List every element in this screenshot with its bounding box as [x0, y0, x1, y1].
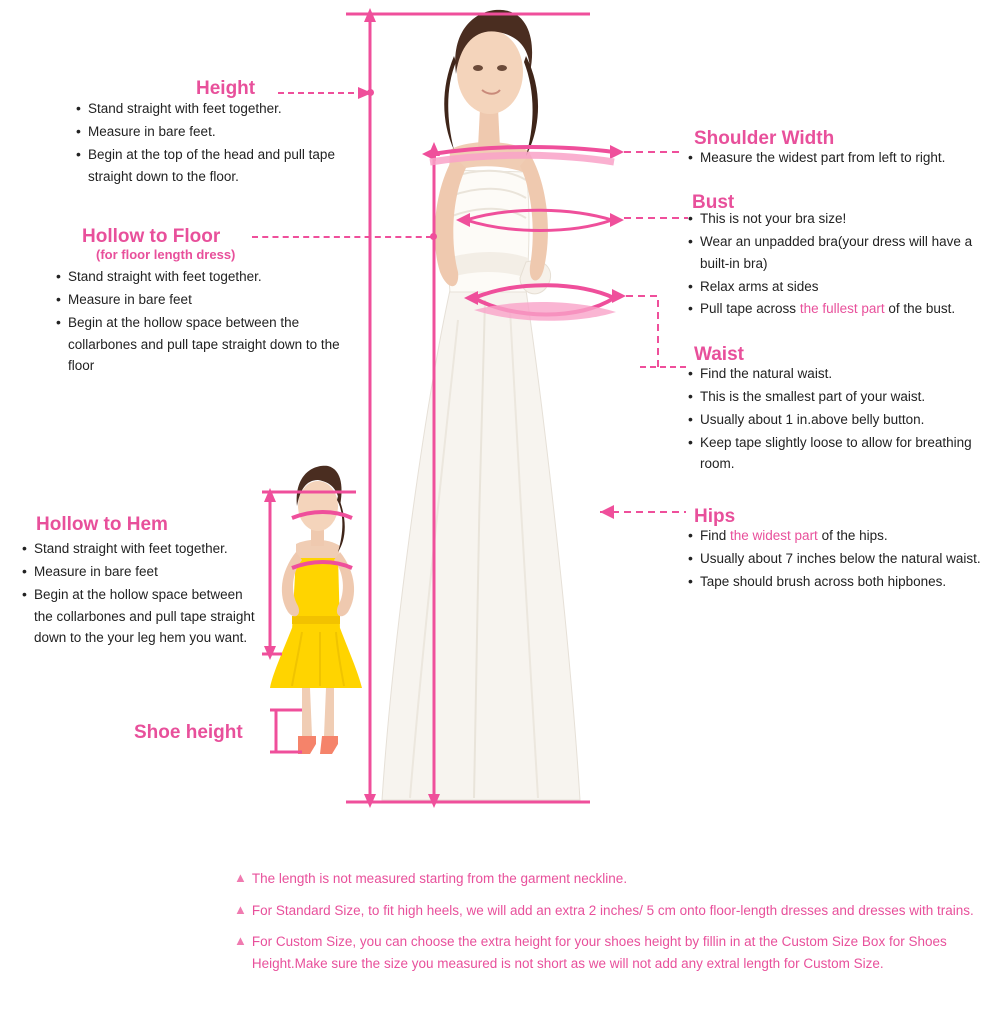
list-item: • Measure in bare feet [68, 289, 352, 311]
hollow-to-floor-bullets [52, 266, 352, 378]
list-item: • Begin at the top of the head and pull tape straight down to the floor. [88, 144, 362, 188]
short-figure-bust-band [288, 508, 358, 528]
warning-icon: ▲ [234, 933, 247, 949]
height-connector-dot [367, 89, 374, 96]
list-item: • Wear an unpadded bra(your dress will have a built-in bra) [700, 231, 1000, 275]
list-item: • Find the natural waist. [700, 363, 994, 385]
list-item: • Usually about 7 inches below the natural waist. [700, 548, 994, 570]
list-item: • Stand straight with feet together. [88, 98, 362, 120]
hollow-to-hem-bullets [18, 538, 258, 650]
list-item-hips-widest: • Find the widest part of the hips. [700, 525, 994, 547]
shoe-height-label: Shoe height [134, 722, 243, 743]
shoulder-width-band [424, 150, 624, 176]
height-bullets [72, 98, 362, 188]
shoe-height-measure-line [262, 706, 312, 758]
hips-measure-line [600, 500, 700, 524]
hollow-to-floor-connector-dot [430, 233, 437, 240]
list-item: • Stand straight with feet together. [68, 266, 352, 288]
list-item-bust-fullest: • Pull tape across the fullest part of the bust. [700, 298, 1000, 320]
waist-connector [640, 366, 686, 368]
note-row [234, 868, 974, 890]
height-label: Height [196, 78, 256, 99]
list-item: • Measure in bare feet. [88, 121, 362, 143]
warning-icon: ▲ [234, 901, 247, 917]
list-item: • Usually about 1 in.above belly button. [700, 409, 994, 431]
bust-bullets [684, 208, 1000, 321]
warning-icon: ▲ [234, 870, 247, 885]
list-item: • This is not your bra size! [700, 208, 1000, 230]
list-item: • Relax arms at sides [700, 276, 1000, 298]
hips-bullets [684, 525, 994, 594]
footer-notes [234, 868, 974, 978]
list-item: • Stand straight with feet together. [34, 538, 258, 560]
waist-bullets [684, 363, 994, 476]
list-item: • Begin at the hollow space between the collarbones and pull tape straight down to the your leg hem you want. [34, 584, 258, 650]
list-item: • Tape should brush across both hipbones. [700, 571, 994, 593]
note-row [234, 931, 974, 974]
note-text: For Custom Size, you can choose the extra height for your shoes height by fillin in at the Custom Size Box for Shoes Height.Make sure the size you measured is not short as we will not add any extral length for Custom Size. [251, 934, 947, 971]
note-text: For Standard Size, to fit high heels, we will add an extra 2 inches/ 5 cm onto floor-length dresses and dresses with trains. [251, 902, 974, 918]
list-item: • Begin at the hollow space between the collarbones and pull tape straight down to the floor [68, 312, 352, 378]
shoulder-width-label: Shoulder Width [694, 128, 835, 149]
bust-measure-line [452, 198, 692, 246]
short-figure-waist-band [288, 558, 358, 578]
hollow-to-floor-sublabel: (for floor length dress) [96, 247, 236, 262]
height-connector [278, 92, 364, 94]
hollow-to-floor-label: Hollow to Floor [82, 226, 221, 247]
note-row [234, 900, 974, 922]
hollow-to-floor-connector [252, 236, 432, 238]
bust-label: Bust [692, 192, 735, 213]
hips-highlight: the widest part [730, 528, 818, 543]
bust-highlight: the fullest part [799, 301, 885, 317]
waist-band [466, 296, 646, 330]
hips-label: Hips [694, 506, 736, 527]
shoulder-width-bullets [684, 147, 1000, 170]
list-item: • Keep tape slightly loose to allow for breathing room. [700, 432, 994, 476]
note-text: The length is not measured starting from the garment neckline. [251, 871, 628, 886]
hollow-to-hem-label: Hollow to Hem [36, 514, 168, 535]
list-item: • Measure the widest part from left to right. [700, 147, 1000, 169]
waist-label: Waist [694, 344, 744, 365]
list-item: • Measure in bare feet [34, 561, 258, 583]
list-item: • This is the smallest part of your waist. [700, 386, 994, 408]
